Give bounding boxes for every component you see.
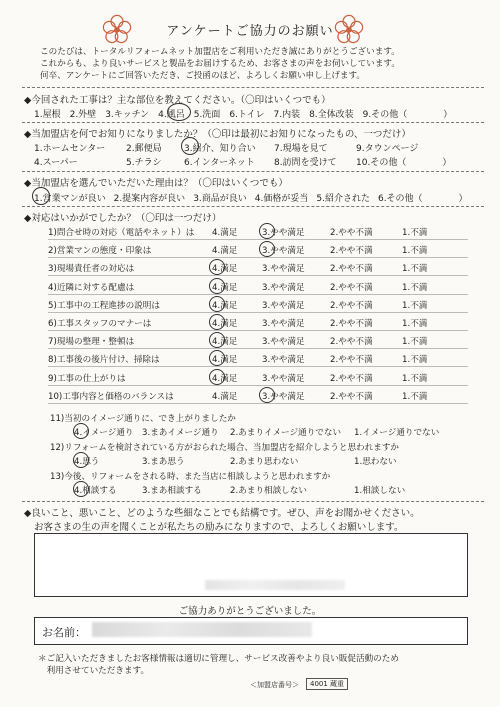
rating-option[interactable]: 3.やや満足 bbox=[262, 283, 305, 293]
q11-options bbox=[74, 426, 439, 438]
q1-options bbox=[34, 107, 452, 120]
selection-circle bbox=[209, 278, 225, 294]
q1-option[interactable]: 4.風呂 bbox=[158, 110, 185, 120]
rating-option[interactable]: 3.やや満足 bbox=[262, 392, 305, 402]
rating-option[interactable]: 1.不満 bbox=[402, 246, 428, 256]
selection-circle bbox=[209, 296, 225, 312]
question-1-text: 今回された工事は？主な部位を教えてください。（〇印はいくつでも） bbox=[31, 95, 331, 106]
rating-item-label: 10)工事内容と価格のバランスは bbox=[48, 392, 174, 402]
rating-option[interactable]: 1.不満 bbox=[402, 392, 428, 402]
selection-circle bbox=[209, 369, 225, 385]
question-5 bbox=[24, 505, 420, 519]
rating-option[interactable]: 2.やや不満 bbox=[330, 392, 373, 402]
rating-option[interactable]: 4.満足 bbox=[212, 355, 238, 365]
q11-option[interactable]: 4.イメージ通り bbox=[74, 428, 134, 438]
rating-option[interactable]: 3.やや満足 bbox=[262, 301, 305, 311]
bullet-icon: ◆ bbox=[24, 129, 32, 140]
rating-option[interactable]: 3.やや満足 bbox=[262, 264, 305, 274]
q1-option[interactable]: 7.内装 bbox=[273, 110, 301, 120]
rating-option[interactable]: 2.やや不満 bbox=[330, 355, 373, 365]
q2-option[interactable]: 7.現場を見て bbox=[274, 144, 328, 154]
q1-option[interactable]: 1.屋根 bbox=[34, 110, 61, 120]
q1-option[interactable]: 6.トイレ bbox=[229, 110, 265, 120]
q3-option[interactable]: 3.商品が良い bbox=[193, 194, 247, 204]
rating-item-label: 4)近隣に対する配慮は bbox=[48, 283, 135, 293]
privacy-note: ＊ご記入いただきましたお客様情報は適切に管理し、サービス改善やより良い販促活動のため bbox=[38, 654, 399, 664]
q2-option[interactable]: 4.スーパー bbox=[34, 158, 78, 168]
q11-option[interactable]: 3.まあイメージ通り bbox=[142, 428, 219, 438]
question-4-text: 対応はいかがでしたか？（〇印は一つだけ） bbox=[31, 213, 222, 224]
q12-option[interactable]: 2.あまり思わない bbox=[230, 457, 299, 467]
selection-circle bbox=[259, 223, 275, 239]
rating-option[interactable]: 4.満足 bbox=[212, 228, 238, 238]
rating-option[interactable]: 3.やや満足 bbox=[262, 246, 305, 256]
rating-option[interactable]: 4.満足 bbox=[212, 283, 238, 293]
row-underline bbox=[48, 275, 468, 276]
rating-option[interactable]: 2.やや不満 bbox=[330, 283, 373, 293]
rating-option[interactable]: 2.やや不満 bbox=[330, 319, 373, 329]
q2-option[interactable]: 10.その他（ ） bbox=[356, 158, 452, 168]
rating-item-label: 1)問合せ時の対応（電話やネット）は bbox=[48, 228, 195, 238]
q2-options-row1 bbox=[34, 141, 418, 154]
rating-option[interactable]: 4.満足 bbox=[212, 374, 238, 384]
rating-option[interactable]: 3.やや満足 bbox=[262, 319, 305, 329]
redacted-area bbox=[205, 580, 345, 590]
row-underline bbox=[48, 294, 468, 295]
name-label: お名前： bbox=[42, 626, 86, 639]
q11-label: 11)当初のイメージ通りに、でき上がりましたか bbox=[50, 414, 236, 424]
q2-option[interactable]: 3.紹介、知り合い bbox=[184, 144, 256, 154]
divider bbox=[22, 171, 484, 172]
bullet-icon: ◆ bbox=[24, 508, 32, 519]
rating-option[interactable]: 4.満足 bbox=[212, 264, 238, 274]
rating-option[interactable]: 4.満足 bbox=[212, 301, 238, 311]
q13-options bbox=[74, 484, 405, 496]
q13-option[interactable]: 4.相談する bbox=[74, 486, 117, 496]
q2-option[interactable]: 2.郵便局 bbox=[126, 144, 162, 154]
q13-option[interactable]: 2.あまり相談しない bbox=[230, 486, 307, 496]
rating-option[interactable]: 4.満足 bbox=[212, 337, 238, 347]
q12-option[interactable]: 3.まあ思う bbox=[142, 457, 185, 467]
q3-option[interactable]: 6.その他（ ） bbox=[377, 194, 468, 204]
q3-options bbox=[34, 191, 468, 204]
rating-item-label: 2)営業マンの態度・印象は bbox=[48, 246, 152, 256]
q11-option[interactable]: 1.イメージ通りでない bbox=[354, 428, 440, 438]
q2-option[interactable]: 5.チラシ bbox=[126, 158, 162, 168]
q1-option[interactable]: 3.キッチン bbox=[105, 110, 150, 120]
rating-option[interactable]: 3.やや満足 bbox=[262, 337, 305, 347]
question-3 bbox=[24, 175, 288, 189]
rating-option[interactable]: 1.不満 bbox=[402, 301, 428, 311]
q1-option[interactable]: 9.その他（ ） bbox=[362, 110, 453, 120]
redacted-name bbox=[92, 622, 312, 637]
rating-option[interactable]: 2.やや不満 bbox=[330, 374, 373, 384]
q12-label: 12)リフォームを検討されている方がおられた場合、当加盟店を紹介しようと思われますか bbox=[50, 443, 400, 453]
question-2 bbox=[24, 126, 411, 140]
question-4 bbox=[24, 210, 221, 224]
rating-option[interactable]: 4.満足 bbox=[212, 392, 238, 402]
divider bbox=[22, 87, 484, 88]
divider bbox=[22, 122, 484, 123]
selection-circle bbox=[259, 241, 275, 257]
row-underline bbox=[48, 257, 468, 258]
row-underline bbox=[48, 348, 468, 349]
q1-option[interactable]: 5.洗面 bbox=[193, 110, 221, 120]
store-number-label: ＜加盟店番号＞ bbox=[250, 681, 299, 689]
store-number: 4001 蔵重 bbox=[306, 678, 348, 690]
bullet-icon: ◆ bbox=[24, 178, 32, 189]
row-underline bbox=[48, 330, 468, 331]
q12-option[interactable]: 1.思わない bbox=[354, 457, 397, 467]
q3-option[interactable]: 2.提案内容が良い bbox=[113, 194, 186, 204]
q11-option[interactable]: 2.あまりイメージ通りでない bbox=[230, 428, 342, 438]
q13-label: 13)今後、リフォームをされる時、また当店に相談しようと思われますか bbox=[50, 472, 331, 482]
rating-option[interactable]: 1.不満 bbox=[402, 355, 428, 365]
rating-option[interactable]: 1.不満 bbox=[402, 319, 428, 329]
q2-option[interactable]: 6.インターネット bbox=[184, 158, 255, 168]
rating-option[interactable]: 1.不満 bbox=[402, 283, 428, 293]
rating-item-label: 8)工事後の後片付け、掃除は bbox=[48, 355, 160, 365]
selection-circle bbox=[73, 452, 89, 468]
rating-option[interactable]: 1.不満 bbox=[402, 374, 428, 384]
rating-option[interactable]: 2.やや不満 bbox=[330, 337, 373, 347]
selection-circle bbox=[209, 350, 225, 366]
rating-option[interactable]: 2.やや不満 bbox=[330, 301, 373, 311]
rating-option[interactable]: 3.やや満足 bbox=[262, 228, 305, 238]
bullet-icon: ◆ bbox=[24, 95, 32, 106]
row-underline bbox=[48, 366, 468, 367]
selection-circle bbox=[209, 259, 225, 275]
intro-line: 何卒、アンケートにご回答いただき、ご投函のほど、よろしくお願い申し上げます。 bbox=[40, 71, 366, 81]
rating-item-label: 3)現場責任者の対応は bbox=[48, 264, 135, 274]
rating-option[interactable]: 4.満足 bbox=[212, 246, 238, 256]
question-2-text: 当加盟店を何でお知りになりましたか？（〇印は最初にお知りになったもの、一つだけ） bbox=[31, 129, 411, 140]
q13-option[interactable]: 3.まあ相談する bbox=[142, 486, 202, 496]
row-underline bbox=[48, 403, 468, 404]
selection-circle bbox=[209, 314, 225, 330]
rating-option[interactable]: 2.やや不満 bbox=[330, 264, 373, 274]
question-3-text: 当加盟店を選んでいただいた理由は？（〇印はいくつでも） bbox=[31, 178, 288, 189]
rating-option[interactable]: 4.満足 bbox=[212, 319, 238, 329]
q3-option[interactable]: 1.営業マンが良い bbox=[34, 194, 106, 204]
privacy-note: 利用させていただきます。 bbox=[38, 666, 150, 676]
rating-option[interactable]: 1.不満 bbox=[402, 264, 428, 274]
row-underline bbox=[48, 312, 468, 313]
rating-option[interactable]: 3.やや満足 bbox=[262, 374, 305, 384]
divider bbox=[22, 501, 484, 502]
q2-option[interactable]: 1.ホームセンター bbox=[34, 144, 106, 154]
selection-circle bbox=[181, 137, 199, 155]
intro-line: このたびは、トータルリフォームネット加盟店をご利用いただき誠にありがとうございます。 bbox=[40, 47, 400, 57]
q1-option[interactable]: 2.外壁 bbox=[69, 110, 97, 120]
q2-option[interactable]: 9.タウンページ bbox=[356, 144, 419, 154]
row-underline bbox=[48, 239, 468, 240]
row-underline bbox=[48, 385, 468, 386]
rating-option[interactable]: 2.やや不満 bbox=[330, 228, 373, 238]
rating-item-label: 5)工事中の工程進捗の説明は bbox=[48, 301, 160, 311]
intro-line: これからも、より良いサービスと製品をお届けするため、お客さまの声をお伺いしています。 bbox=[40, 59, 400, 69]
rating-option[interactable]: 1.不満 bbox=[402, 337, 428, 347]
question-5-subtext: お客さまの生の声を聞くことが私たちの励みになりますので、よろしくお願いします。 bbox=[34, 522, 404, 533]
divider bbox=[22, 206, 484, 207]
rating-option[interactable]: 2.やや不満 bbox=[330, 246, 373, 256]
q2-options-row2 bbox=[34, 155, 451, 168]
thanks-text: ご協力ありがとうございました。 bbox=[178, 606, 322, 617]
selection-circle bbox=[209, 332, 225, 348]
selection-circle bbox=[167, 103, 191, 121]
rating-item-label: 7)現場の整理・整頓は bbox=[48, 337, 135, 347]
q12-option[interactable]: 4.思う bbox=[74, 457, 100, 467]
bullet-icon: ◆ bbox=[24, 213, 32, 224]
q12-options bbox=[74, 455, 397, 467]
q3-option[interactable]: 4.価格が妥当 bbox=[254, 194, 309, 204]
rating-option[interactable]: 3.やや満足 bbox=[262, 355, 305, 365]
q2-option[interactable]: 8.訪問を受けて bbox=[274, 158, 337, 168]
q3-option[interactable]: 5.紹介された bbox=[316, 194, 370, 204]
selection-circle bbox=[259, 387, 275, 403]
selection-circle bbox=[73, 423, 89, 439]
rating-item-label: 9)工事の仕上がりは bbox=[48, 374, 126, 384]
selection-circle bbox=[32, 187, 50, 205]
page-title: アンケートご協力のお願い bbox=[166, 24, 334, 39]
selection-circle bbox=[73, 481, 89, 497]
question-5-text: 良いこと、悪いこと、どのような些細なことでも結構です。ぜひ、声をお聞かせください。 bbox=[31, 508, 420, 519]
q1-option[interactable]: 8.全体改装 bbox=[309, 110, 354, 120]
rating-item-label: 6)工事スタッフのマナーは bbox=[48, 319, 152, 329]
rating-option[interactable]: 1.不満 bbox=[402, 228, 428, 238]
q13-option[interactable]: 1.相談しない bbox=[354, 486, 406, 496]
